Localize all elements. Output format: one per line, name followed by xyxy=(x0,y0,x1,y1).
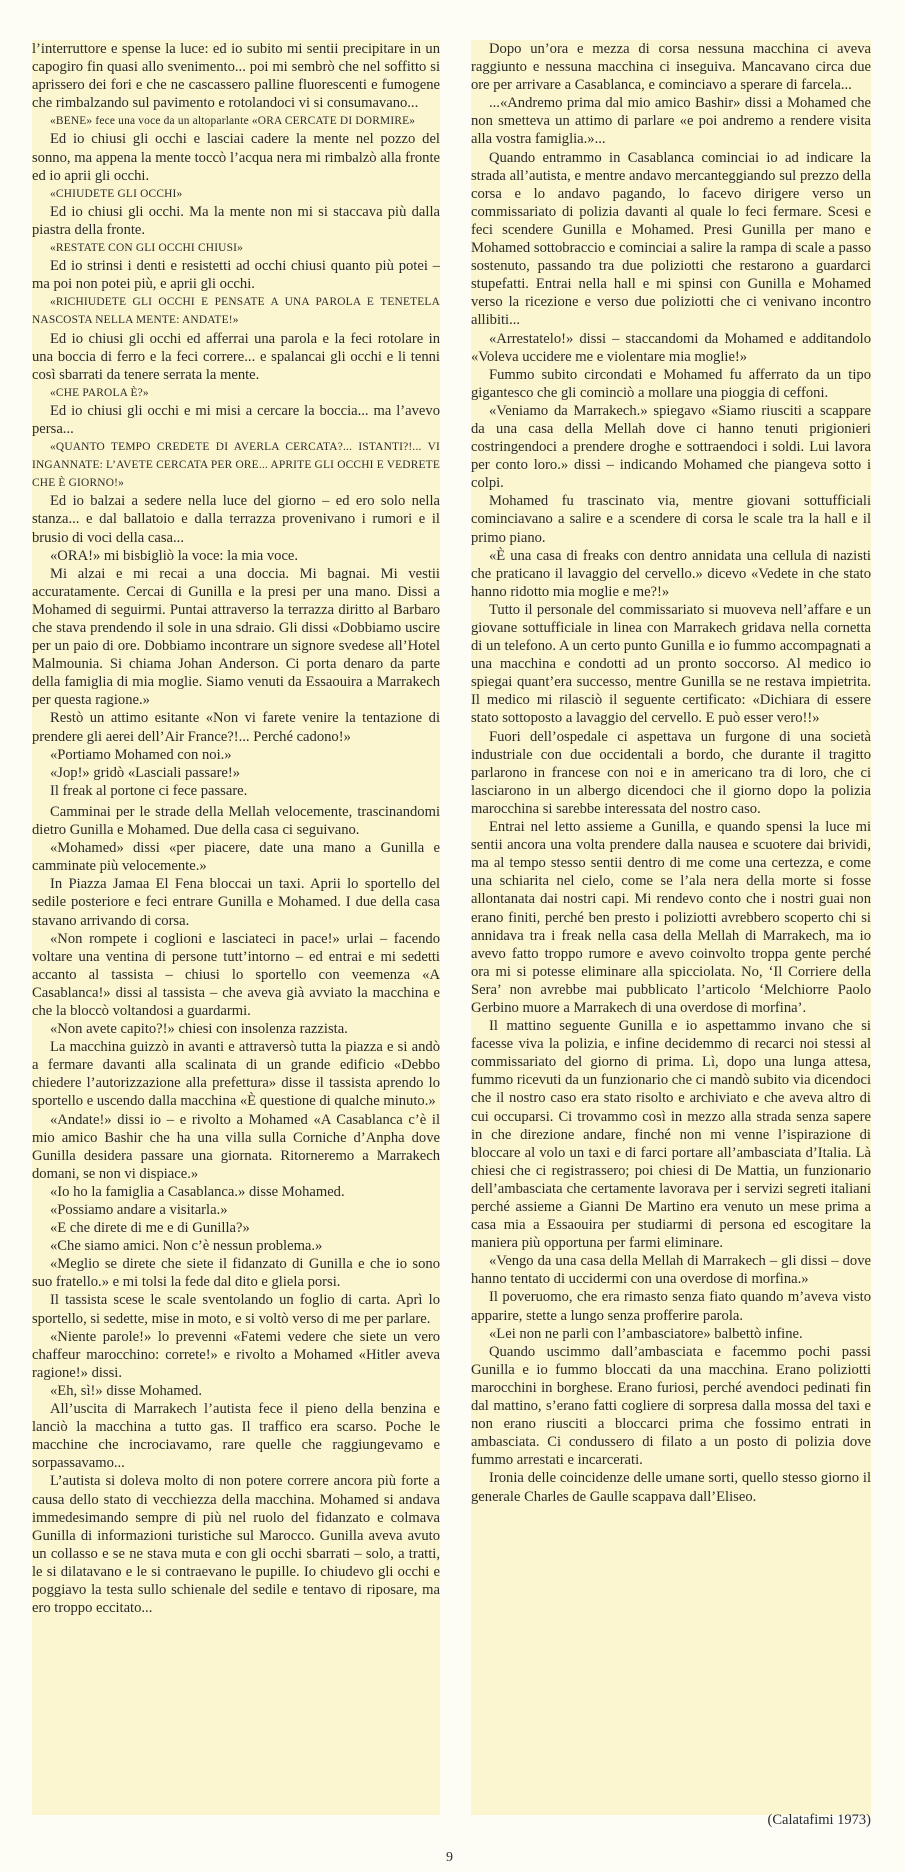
paragraph: «E che direte di me e di Gunilla?» xyxy=(50,1220,250,1237)
paragraph: «Non avete capito?!» chiesi con insolenza razzista. xyxy=(50,1021,348,1038)
paragraph: «Che siamo amici. Non c’è nessun problema.» xyxy=(50,1238,323,1255)
paragraph: Il poveruomo, che era rimasto senza fiato quando m’aveva visto apparire, stette a lungo senza profferire parola. xyxy=(471,1289,871,1324)
paragraph: Fuori dell’ospedale ci aspettava un furgone di una società industriale con due occidentali a bordo, che durante il tragitto parlarono in francese con noi e in americano tra di loro, che ci lasciarono in un albergo dicendoci che il giorno dopo la polizia marocchina si sarebbe interessata del nostro caso. xyxy=(471,728,871,817)
paragraph: «Non rompete i coglioni e lasciateci in pace!» urlai – facendo voltare una ventina di persone tutt’intorno – ed entrai e mi sedetti accanto al tassista – chiusi lo sportello con veemenza «A Casablanca!» dissi al tassista – che aveva già avviato la macchina e che la bloccò voltandosi a guardarmi. xyxy=(32,930,440,1019)
paragraph: l’interruttore e spense la luce: ed io subito mi sentii precipitare in un capogiro fin quasi allo svenimento... poi mi sembrò che nel soffitto si aprissero dei fori e che ne cascassero palline fluorescenti e fumogene che rimbalzando sul pavimento e rotolandoci vi si consumavano... xyxy=(32,41,440,112)
paragraph: «RESTATE CON GLI OCCHI CHIUSI» xyxy=(50,242,244,255)
paragraph: Fummo subito circondati e Mohamed fu afferrato da un tipo gigantesco che gli cominciò a mollare una pioggia di ceffoni. xyxy=(471,366,871,401)
paragraph: Ed io chiusi gli occhi e lasciai cadere la mente nel pozzo del sonno, ma appena la mente toccò l’acqua nera mi rimbalzò alla fronte ed io aprii gli occhi. xyxy=(32,131,440,184)
paragraph: Mohamed fu trascinato via, mentre giovani sottufficiali cominciavano a salire e a scendere di corsa le scale tra la hall e il primo piano. xyxy=(471,493,871,546)
paragraph: Quando entrammo in Casablanca cominciai io ad indicare la strada all’autista, e mentre andavo mercanteggiando sul prezzo della corsa e lo andavo pagando, lo facevo dirigere verso un commissariato di polizia davanti al quale lo feci fermare. Scesi e feci scendere Gunilla e Mohamed. Presi Gunilla per mano e Mohamed sottobraccio e cominciai a salire la rampa di scale a passo sostenuto, passando tra due poliziotti che restarono a guardarci stupefatti. Entrai nella hall e mi spinsi con Gunilla e Mohamed verso la ricezione e verso due poliziotti che ci venivano incontro allibiti... xyxy=(471,149,871,329)
paragraph: Camminai per le strade della Mellah velocemente, trascinandomi dietro Gunilla e Mohamed. Due della casa ci seguivano. xyxy=(32,803,440,839)
paragraph: Ironia delle coincidenze delle umane sorti, quello stesso giorno il generale Charles de Gaulle scappava dall’Eliseo. xyxy=(471,1470,871,1505)
paragraph: Restò un attimo esitante «Non vi farete venire la tentazione di prendere gli aerei dell’Air France?!... Perché cadono!» xyxy=(32,710,440,745)
right-text-column xyxy=(471,40,871,1815)
paragraph: «Possiamo andare a visitarla.» xyxy=(50,1202,228,1218)
paragraph: Il mattino seguente Gunilla e io aspettammo invano che si facesse viva la polizia, e infine decidemmo di recarci noi stessi al commissariato del giorno di prima. Lì, dopo una lunga attesa, fummo ricevuti da un funzionario che ci mandò subito via dicendoci che il nostro caso era stato risolto e archiviato e che aveva altro di cui occuparsi. Ci trovammo così in mezzo alla strada senza sapere in che direzione andare, finché non mi venne l’ispirazione di bloccare al volo un taxi e di farci portare all’ambasciata d’Italia. Là chiesi che ci registrassero; poi chiesi di De Mattia, un funzionario dell’ambasciata che certamente lavorava per i servizi segreti italiani perché assieme a Gianni De Martino era venuto un mese prima a casa mia a Essaouira per studiarmi di persona ed escogitare la maniera più opportuna per farmi eliminare. xyxy=(471,1018,871,1252)
paragraph: «CHIUDETE GLI OCCHI» xyxy=(50,187,183,200)
paragraph: Dopo un’ora e mezza di corsa nessuna macchina ci aveva raggiunto e nessuna macchina ci inseguiva. Mancavano circa due ore per arrivare a Casablanca, e cominciavo a sperare di farcela... xyxy=(471,41,871,94)
paragraph: «Niente parole!» lo prevenni «Fatemi vedere che siete un vero chaffeur marocchino: correte!» e rivolto a Mohamed «Hitler aveva ragione!» dissi. xyxy=(32,1328,440,1381)
left-text-column xyxy=(32,40,440,1815)
paragraph: «QUANTO TEMPO CREDETE DI AVERLA CERCATA?... ISTANTI?!... VI INGANNATE: L’AVETE CERCATA PER ORE... APRITE GLI OCCHI E VEDRETE CHE È GIORNO!» xyxy=(32,441,440,490)
paragraph: «Portiamo Mohamed con noi.» xyxy=(50,746,232,763)
paragraph: Il tassista scese le scale sventolando un foglio di carta. Aprì lo sportello, si sedette, mise in moto, e si voltò verso di me per parlare. xyxy=(32,1292,440,1327)
paragraph: «Lei non ne parli con l’ambasciatore» balbettò infine. xyxy=(489,1325,803,1342)
paragraph: «Arrestatelo!» dissi – staccandomi da Mohamed e additandolo «Voleva uccidere me e violentare mia moglie!» xyxy=(471,330,871,365)
paragraph: ...«Andremo prima dal mio amico Bashir» dissi a Mohamed che non smetteva un attimo di parlare «e poi andremo a rendere visita alla vostra famiglia.»... xyxy=(471,95,871,148)
paragraph: «Andate!» dissi io – e rivolto a Mohamed «A Casablanca c’è il mio amico Bashir che ha una villa sulla Corniche d’Anpha dove Gunilla desidera passare una giornata. Ritorneremo a Marrakech domani, se non vi dispiace.» xyxy=(32,1111,440,1182)
paragraph: Ed io chiusi gli occhi e mi misi a cercare la boccia... ma l’avevo persa... xyxy=(32,402,440,437)
paragraph: In Piazza Jamaa El Fena bloccai un taxi. Aprii lo sportello del sedile posteriore e feci entrare Gunilla e Mohamed. I due della casa stavano arrivando di corsa. xyxy=(32,876,440,929)
paragraph: «Meglio se direte che siete il fidanzato di Gunilla e che io sono suo fratello.» e mi tolsi la fede dal dito e gliela porsi. xyxy=(32,1256,440,1291)
paragraph: «ORA!» mi bisbigliò la voce: la mia voce. xyxy=(50,547,299,564)
paragraph: Tutto il personale del commissariato si muoveva nell’affare e un giovane sottufficiale in linea con Marrakech gridava nella cornetta di un telefono. A un certo punto Gunilla e io fummo accompagnati a una macchina e condotti ad un pronto soccorso. Al medico io spiegai quant’era successo, mentre Gunilla se ne restava impietrita. Il medico mi rilasciò il seguente certificato: «Dichiara di essere stato sottoposto a lavaggio del cervello. E può esser vero!!» xyxy=(471,601,871,727)
paragraph: Ed io balzai a sedere nella luce del giorno – ed ero solo nella stanza... e dal ballatoio e dalla terrazza provenivano i rumori e il brusio di voci della casa... xyxy=(32,493,440,546)
page-number: 9 xyxy=(446,1850,453,1865)
paragraph: Ed io chiusi gli occhi ed afferrai una parola e la feci rotolare in una boccia di ferro e la feci correre... e spalancai gli occhi e li tenni così sbarrati da tenere serrata la mente. xyxy=(32,330,440,383)
paragraph: L’autista si doleva molto di non potere correre ancora più forte a causa dello stato di vecchiezza della macchina. Mohamed si andava immedesimando sempre di più nel ruolo del fidanzato e colmava Gunilla di informazioni turistiche sul Marocco. Gunilla aveva avuto un collasso e se ne stava muta e con gli occhi sbarrati – solo, a tratti, le si dilatavano e le si contraevano le pupille. Io chiudevo gli occhi e poggiavo la testa sullo schienale del sedile e tentavo di riposare, ma ero troppo eccitato... xyxy=(32,1473,440,1617)
paragraph: All’uscita di Marrakech l’autista fece il pieno della benzina e lanciò la macchina a tutto gas. Il traffico era scarso. Poche le macchine che incrociavamo, rare quelle che raggiungevamo e sorpassavamo... xyxy=(32,1401,440,1472)
paragraph: «RICHIUDETE GLI OCCHI E PENSATE A UNA PAROLA E TENETELA NASCOSTA NELLA MENTE: ANDATE!» xyxy=(32,296,440,327)
paragraph: «Vengo da una casa della Mellah di Marrakech – gli dissi – dove hanno tentato di uccidermi con una overdose di morfina.» xyxy=(471,1253,871,1288)
paragraph: Ed io chiusi gli occhi. Ma la mente non mi si staccava più dalla piastra della fronte. xyxy=(32,203,440,238)
paragraph: «Eh, sì!» disse Mohamed. xyxy=(50,1382,203,1399)
paragraph: «Io ho la famiglia a Casablanca.» disse Mohamed. xyxy=(50,1183,345,1200)
paragraph: «Jop!» gridò «Lasciali passare!» xyxy=(50,764,241,781)
paragraph: Ed io strinsi i denti e resistetti ad occhi chiusi quanto più potei – ma poi non potei più, e aprii gli occhi. xyxy=(32,258,440,293)
paragraph: Mi alzai e mi recai a una doccia. Mi bagnai. Mi vestii accuratamente. Cercai di Gunilla e la presi per una mano. Dissi a Mohamed di seguirmi. Puntai attraverso la terrazza diritto al Barbaro che stava prendendo il sole in una sdraio. Gli dissi «Dobbiamo uscire per un paio di ore. Dobbiamo incontrare un signore svedese all’Hotel Malmounia. Si chiama Johan Anderson. Ci porta denaro da parte della famiglia di mia moglie. Siamo venuti da Essaouira a Marrakech per questa ragione.» xyxy=(32,565,440,709)
signature: (Calatafimi 1973) xyxy=(767,1812,871,1828)
paragraph: Il freak al portone ci fece passare. xyxy=(50,782,248,799)
paragraph: La macchina guizzò in avanti e attraversò tutta la piazza e si andò a fermare davanti alla scalinata di un grande edificio «Debbo chiedere l’autorizzazione alla prefettura» disse il tassista aprendo lo sportello e uscendo dalla macchina «È questione di qualche minuto.» xyxy=(32,1039,440,1110)
paragraph: «BENE» fece una voce da un altoparlante «ORA CERCATE DI DORMIRE» xyxy=(50,115,416,128)
paragraph: «Mohamed» dissi «per piacere, date una mano a Gunilla e camminate più velocemente.» xyxy=(32,840,440,875)
paragraph: «È una casa di freaks con dentro annidata una cellula di nazisti che praticano il lavaggio del cervello.» dicevo «Vedete in che stato hanno ridotto mia moglie e me?!» xyxy=(471,547,871,600)
paragraph: «CHE PAROLA È?» xyxy=(50,386,149,399)
paragraph: Quando uscimmo dall’ambasciata e facemmo pochi passi Gunilla e io fummo bloccati da una macchina. Erano poliziotti marocchini in borghese. Erano furiosi, perché avendoci pedinati fin dal mattino, s’erano fatti cogliere di sorpresa dalla mossa del taxi e non erano riusciti a bloccarci prima che fossimo entrati in ambasciata. Ci condussero di filato a un posto di polizia dove fummo arrestati e incarcerati. xyxy=(471,1343,871,1469)
paragraph: Entrai nel letto assieme a Gunilla, e quando spensi la luce mi sentii ancora una volta prendere dalla nausea e scuotere dai brividi, ma al tempo stesso sentii dentro di me come una certezza, e come una schiarita nel cielo, come se l’ala nera della morte si fosse allontanata dai nostri capi. Mi rendevo conto che i nostri guai non erano finiti, perché ben presto i poliziotti avrebbero scoperto chi si annidava tra i freak nella casa della Mellah di Marrakech, ma io avevo fatto troppo rumore e avevo coinvolto troppa gente perché ora mi si potesse eliminare alla spicciolata. No, ‘Il Corriere della Sera’ non avrebbe mai pubblicato l’articolo ‘Melchiorre Paolo Gerbino muore a Marrakech di una overdose di morfina’. xyxy=(471,819,871,1016)
paragraph: «Veniamo da Marrakech.» spiegavo «Siamo riusciti a scappare da una casa della Mellah dove ci hanno tenuti prigionieri costringendoci a prendere droghe e sottraendoci i soldi. Lui lavora per conto loro.» dissi – indicando Mohamed che piangeva sotto i colpi. xyxy=(471,402,871,492)
